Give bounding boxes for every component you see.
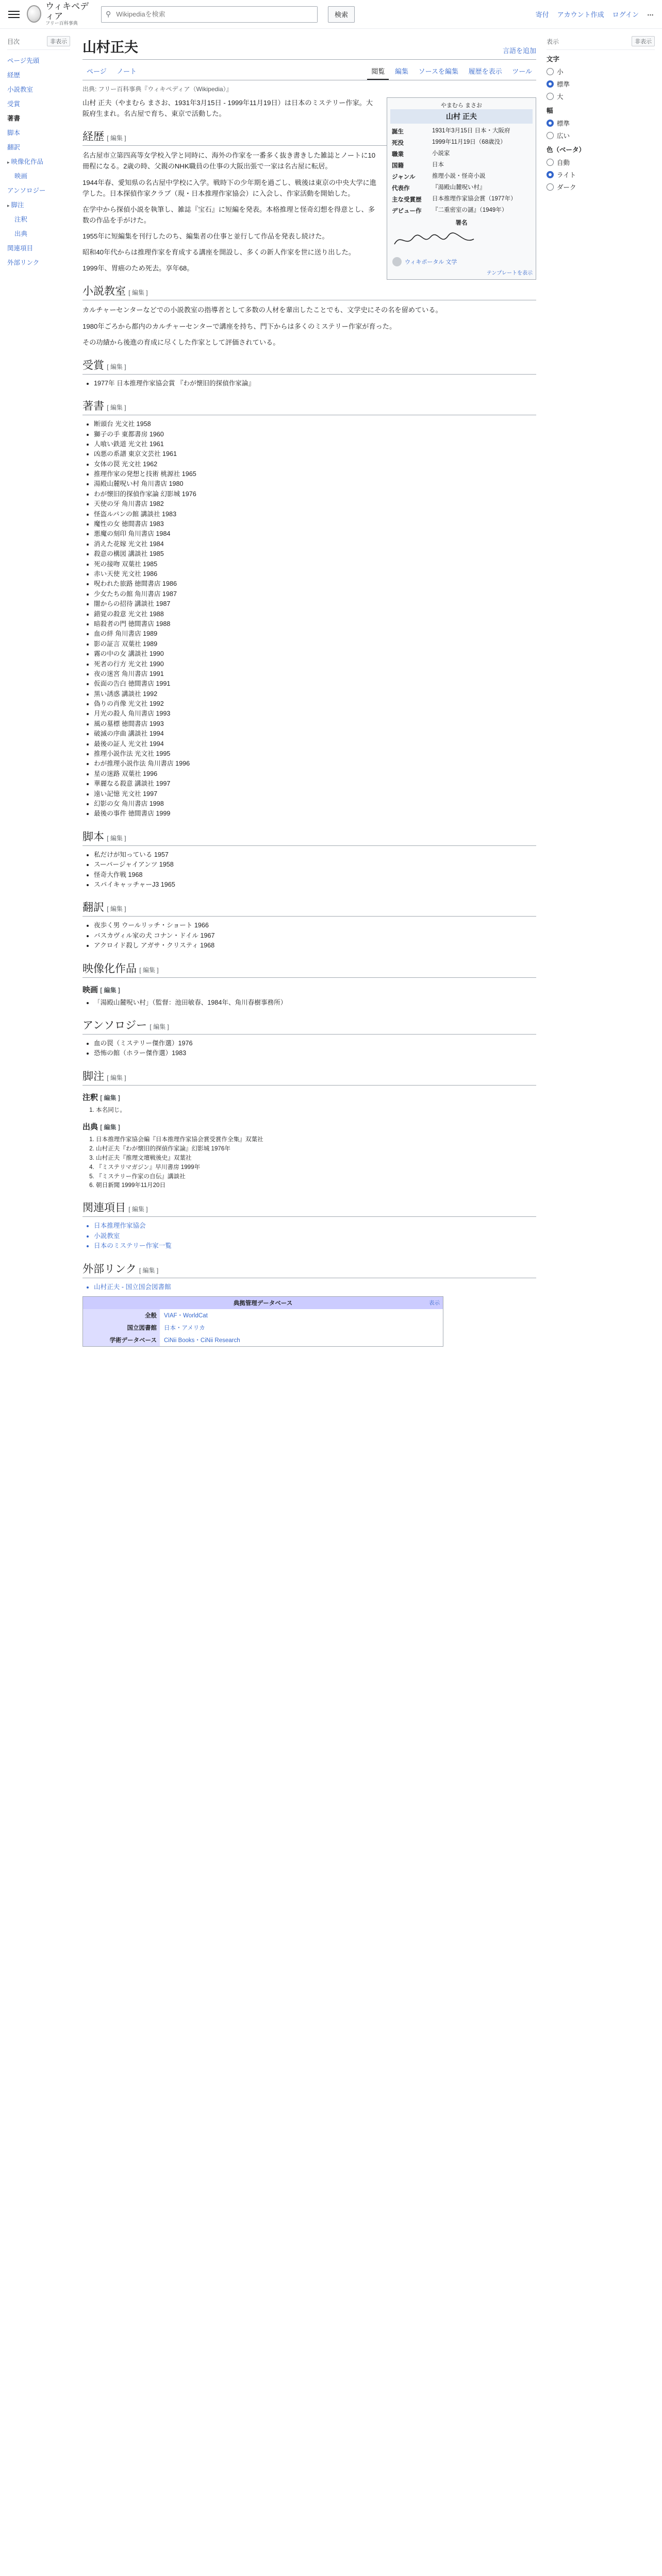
toc-item-label[interactable]: 著書 xyxy=(7,115,21,122)
translations-list xyxy=(82,921,536,951)
list-item: 3. 山村正夫『推理文壇戦後史』双葉社 xyxy=(96,1154,536,1163)
list-item[interactable]: • 山村正夫 - 国立国会図書館 xyxy=(94,1282,536,1292)
edit-link[interactable]: [ 編集 ] xyxy=(107,834,126,842)
toc-heading: 目次 xyxy=(7,38,20,45)
site-tagline: フリー百科事典 xyxy=(45,21,78,26)
list-item: • 黒い誘惑 講談社 1992 xyxy=(94,689,536,699)
expand-caret-icon[interactable]: ▸ xyxy=(7,160,10,165)
list-item: 5. 『ミステリー作家の自伝』講談社 xyxy=(96,1172,536,1181)
width-option[interactable] xyxy=(547,129,655,142)
infobox-label: 死没 xyxy=(392,140,404,146)
appearance-heading: 表示 xyxy=(547,38,559,45)
section-anthologies-title: アンソロジー xyxy=(82,1019,147,1031)
page-tabs xyxy=(82,63,536,80)
text-size-label: 文字 xyxy=(547,56,560,63)
infobox-label: ジャンル xyxy=(392,174,416,180)
list-item: • 悪魔の刻印 角川書店 1984 xyxy=(94,529,536,539)
radio-button-icon[interactable] xyxy=(547,159,554,166)
list-item: • 私だけが知っている 1957 xyxy=(94,850,536,860)
list-item[interactable]: • 小説教室 xyxy=(94,1231,536,1241)
infobox-value: 小説家 xyxy=(432,150,450,157)
user-links xyxy=(536,9,654,19)
tab-edit-source[interactable]: ソースを編集 xyxy=(418,67,458,75)
tab-read[interactable]: 閲覧 xyxy=(367,63,389,80)
toc-item-label[interactable]: ページ先頭 xyxy=(7,57,40,64)
list-item: • 人喰い鉄道 光文社 1961 xyxy=(94,439,536,449)
list-item: • 呪われた旅路 徳間書店 1986 xyxy=(94,579,536,589)
toc-item-label[interactable]: アンソロジー xyxy=(7,187,46,194)
section-adaptations-heading xyxy=(82,960,536,978)
infobox-label: 国籍 xyxy=(392,163,404,169)
search-button[interactable]: 検索 xyxy=(328,6,355,23)
tab-tools[interactable]: ツール xyxy=(512,67,532,75)
radio-button-icon[interactable] xyxy=(547,183,554,191)
color-option-label: ライト xyxy=(557,172,576,179)
list-item: 1. 本名同じ。 xyxy=(96,1106,536,1115)
radio-button-icon[interactable] xyxy=(547,132,554,139)
infobox-value: 日本 xyxy=(432,162,444,168)
navbox-row xyxy=(83,1309,443,1321)
toc-item[interactable] xyxy=(7,226,70,241)
section-translations-heading xyxy=(82,899,536,917)
section-anthologies-heading xyxy=(82,1017,536,1035)
edit-link[interactable]: [ 編集 ] xyxy=(128,1206,148,1213)
section-awards-title: 受賞 xyxy=(82,359,104,371)
toc-item[interactable] xyxy=(7,168,70,183)
infobox-value: 『二重密室の謎』（1949年） xyxy=(432,207,508,213)
body-paragraph: 1980年ごろから都内のカルチャーセンターで講座を持ち、門下からは多くのミステリー作家が育った。 xyxy=(82,322,396,330)
navbox-row-head: 学術データベース xyxy=(83,1334,160,1346)
list-item: • 1977年 日本推理作家協会賞 『わが懐旧的探偵作家論』 xyxy=(94,379,536,388)
toc-item[interactable] xyxy=(7,212,70,226)
infobox-kana: やまむら まさお xyxy=(440,103,483,109)
signature-heading: 署名 xyxy=(455,220,468,226)
color-option[interactable] xyxy=(547,168,655,181)
section-notes-title: 脚注 xyxy=(82,1070,104,1082)
toc-item-label[interactable]: 受賞 xyxy=(7,100,21,108)
section-books-heading xyxy=(82,398,536,415)
list-item: • 闇からの招待 講談社 1987 xyxy=(94,599,536,609)
infobox-value: 推理小説・怪奇小説 xyxy=(432,173,486,179)
list-item: • バスカヴィル家の犬 コナン・ドイル 1967 xyxy=(94,931,536,941)
edit-link[interactable]: [ 編集 ] xyxy=(107,404,126,412)
toc-list xyxy=(7,53,70,269)
section-related-heading xyxy=(82,1199,536,1217)
infobox-label: 代表作 xyxy=(392,185,410,192)
school-body xyxy=(82,304,536,347)
anthologies-list xyxy=(82,1039,536,1059)
donate-link[interactable]: 寄付 xyxy=(535,11,549,19)
section-notes-sub-heading xyxy=(82,1092,536,1103)
list-item: • 恐怖の館（ホラー傑作選）1983 xyxy=(94,1048,536,1058)
infobox xyxy=(387,97,536,280)
width-label: 幅 xyxy=(547,107,553,114)
edit-link[interactable]: [ 編集 ] xyxy=(128,289,148,297)
edit-link[interactable]: [ 編集 ] xyxy=(107,1074,126,1081)
site-logo[interactable] xyxy=(27,2,94,26)
infobox-value: 1931年3月15日 日本・大阪府 xyxy=(432,128,510,134)
navbox-row-links[interactable]: 日本・アメリカ xyxy=(160,1321,443,1334)
list-item: • 少女たちの館 角川書店 1987 xyxy=(94,589,536,599)
list-item: • 断頭台 光文社 1958 xyxy=(94,419,536,429)
toc-item-label[interactable]: 外部リンク xyxy=(7,259,40,266)
section-related-title: 関連項目 xyxy=(82,1201,126,1214)
related-list xyxy=(82,1221,536,1251)
list-item: • 影の証言 双葉社 1989 xyxy=(94,639,536,649)
toc-item[interactable] xyxy=(7,154,70,168)
list-item: • 夜歩く男 ウールリッチ・ショート 1966 xyxy=(94,921,536,930)
list-item: • 仮面の告白 徳間書店 1991 xyxy=(94,679,536,689)
wikipedia-globe-icon xyxy=(27,5,41,23)
list-item: • 獅子の手 東都書房 1960 xyxy=(94,430,536,439)
awards-list xyxy=(82,379,536,388)
list-item: • 湯殿山麓呪い村 角川書店 1980 xyxy=(94,479,536,489)
navbox-toggle[interactable]: 表示 xyxy=(429,1300,440,1307)
body-paragraph: 1999年、胃癌のため死去。享年68。 xyxy=(82,264,194,273)
toc-item-label[interactable]: 注釈 xyxy=(14,216,28,223)
edit-link[interactable]: [ 編集 ] xyxy=(107,134,126,142)
search-box xyxy=(101,6,318,23)
toc-item[interactable] xyxy=(7,125,70,140)
section-sources-title: 出典 xyxy=(82,1122,98,1131)
toc-item-label[interactable]: 映画 xyxy=(14,173,28,180)
navbox-row xyxy=(83,1321,443,1334)
list-item: • 破滅の序曲 講談社 1994 xyxy=(94,729,536,739)
section-films-title: 映画 xyxy=(82,985,98,994)
list-item: • 血の絆 角川書店 1989 xyxy=(94,629,536,639)
list-item: • 凶悪の系譜 東京文芸社 1961 xyxy=(94,449,536,459)
list-item: • 霧の中の女 講談社 1990 xyxy=(94,649,536,659)
template-link[interactable]: テンプレートを表示 xyxy=(486,270,533,276)
main-menu-icon[interactable] xyxy=(8,11,20,18)
authority-control-navbox xyxy=(82,1296,443,1347)
section-notes-sub-title: 注釈 xyxy=(82,1093,98,1102)
section-external-heading xyxy=(82,1261,536,1278)
edit-link[interactable]: [ 編集 ] xyxy=(107,363,126,370)
infobox-row xyxy=(390,171,533,182)
intro-paragraph: 山村 正夫（やまむら まさお、1931年3月15日 - 1999年11月19日）は日本のミステリー作家。大阪府生まれ。名古屋で育ち、東京で活動した。 xyxy=(82,99,373,118)
section-books-title: 著書 xyxy=(82,400,104,413)
site-sub-tagline: 出典: フリー百科事典『ウィキペディア（Wikipedia）』 xyxy=(82,86,233,93)
list-item: • 月光の殺人 角川書店 1993 xyxy=(94,709,536,719)
navbox-row-head: 国立図書館 xyxy=(83,1321,160,1334)
site-title: ウィキペディア xyxy=(45,1,89,21)
section-awards-heading xyxy=(82,357,536,375)
section-sources-heading xyxy=(82,1121,536,1132)
infobox-row xyxy=(390,205,533,216)
list-item: • 夜の迷宮 角川書店 1991 xyxy=(94,669,536,679)
toc-item-label[interactable]: 経歴 xyxy=(7,72,21,79)
width-option[interactable] xyxy=(547,117,655,129)
tab-history[interactable]: 履歴を表示 xyxy=(468,67,502,75)
infobox-row xyxy=(390,182,533,194)
body-paragraph: 名古屋市立第四高等女学校入学と同時に、海外の作家を一番多く抜き書きした雑誌とノートに10冊程になる。2歳の時、父親のNHK職員の仕事の大阪出張で一家は名古屋に転居。 xyxy=(82,151,376,171)
navbox-row-links[interactable]: VIAF・WorldCat xyxy=(160,1309,443,1321)
list-item: • 華麗なる殺意 講談社 1997 xyxy=(94,779,536,789)
radio-button-icon[interactable] xyxy=(547,68,554,75)
navbox-row-head: 全般 xyxy=(83,1309,160,1321)
list-item[interactable]: • 日本推理作家協会 xyxy=(94,1221,536,1231)
toc-item-label[interactable]: 関連項目 xyxy=(7,245,34,252)
infobox-row xyxy=(390,137,533,148)
list-item: • 偽りの肖像 光文社 1992 xyxy=(94,699,536,709)
list-item: • 死の接吻 双葉社 1985 xyxy=(94,560,536,569)
infobox-label: 誕生 xyxy=(392,129,404,135)
add-languages-button[interactable]: 言語を追加 xyxy=(502,47,536,55)
tab-article[interactable]: ページ xyxy=(87,67,107,75)
toc-item[interactable] xyxy=(7,197,70,212)
list-item: 2. 山村正夫『わが懐旧的探偵作家論』幻影城 1976年 xyxy=(96,1144,536,1154)
section-films-heading xyxy=(82,984,536,995)
section-scripts-heading xyxy=(82,828,536,846)
section-school-heading xyxy=(82,283,536,300)
text-size-option-label: 標準 xyxy=(557,81,570,88)
toc-item[interactable] xyxy=(7,82,70,96)
list-item: • わが推理小説作法 角川書店 1996 xyxy=(94,759,536,769)
navbox-row xyxy=(83,1334,443,1346)
list-item: • 消えた花嫁 光文社 1984 xyxy=(94,539,536,549)
color-option[interactable] xyxy=(547,181,655,193)
books-list xyxy=(82,419,536,819)
body-paragraph: その功績から後進の育成に尽くした作家として評価されている。 xyxy=(82,338,280,346)
text-size-option[interactable] xyxy=(547,78,655,90)
list-item: • 「湯殿山麓呪い村」（監督：池田敏春、1984年、角川春樹事務所） xyxy=(94,998,536,1008)
appearance-hide-button[interactable]: 非表示 xyxy=(632,36,655,46)
text-size-option[interactable] xyxy=(547,65,655,78)
radio-button-icon[interactable] xyxy=(547,80,554,88)
toc-item-label[interactable]: 翻訳 xyxy=(7,144,21,151)
site-header xyxy=(0,0,662,29)
section-school-title: 小説教室 xyxy=(82,285,126,298)
list-item: • 星の迷路 双葉社 1996 xyxy=(94,769,536,779)
toc-hide-button[interactable]: 非表示 xyxy=(47,36,70,46)
edit-link[interactable]: [ 編集 ] xyxy=(139,966,159,974)
edit-link[interactable]: [ 編集 ] xyxy=(100,986,120,994)
section-scripts-title: 脚本 xyxy=(82,830,104,843)
list-item: • 女体の罠 光文社 1962 xyxy=(94,460,536,469)
sources-list xyxy=(82,1135,536,1191)
text-size-option[interactable] xyxy=(547,90,655,103)
text-size-option-label: 大 xyxy=(557,93,564,100)
list-item: • 怪盗ルパンの館 講談社 1983 xyxy=(94,510,536,519)
body-paragraph: 1944年春、愛知県の名古屋中学校に入学。戦時下の少年期を過ごし、戦後は東京の中央大学に進学した。日本探偵作家クラブ（現・日本推理作家協会）に入会し、作家活動を開始した。 xyxy=(82,178,377,197)
tab-talk[interactable]: ノート xyxy=(117,67,137,75)
create-account-link[interactable]: アカウント作成 xyxy=(557,11,604,19)
section-adaptations-title: 映像化作品 xyxy=(82,962,137,975)
toc-item[interactable] xyxy=(7,111,70,125)
infobox-label: 主な受賞歴 xyxy=(392,197,422,203)
list-item: • 推理小説作法 光文社 1995 xyxy=(94,749,536,759)
table-of-contents xyxy=(0,36,77,269)
list-item: • 怪奇大作戦 1968 xyxy=(94,870,536,880)
list-item: • 風の墓標 徳間書店 1993 xyxy=(94,719,536,729)
infobox-label: 職業 xyxy=(392,151,404,158)
list-item: 6. 朝日新聞 1999年11月20日 xyxy=(96,1181,536,1190)
list-item: • スーパージャイアンツ 1958 xyxy=(94,860,536,870)
list-item: • 暗殺者の門 徳間書店 1988 xyxy=(94,619,536,629)
width-option-label: 広い xyxy=(557,132,570,140)
toc-item[interactable] xyxy=(7,96,70,111)
list-item: • 血の罠（ミステリー傑作選）1976 xyxy=(94,1039,536,1048)
section-notes-heading xyxy=(82,1068,536,1086)
infobox-value: 1999年11月19日（68歳没） xyxy=(432,139,506,145)
edit-link[interactable]: [ 編集 ] xyxy=(107,905,126,913)
toc-item-label[interactable]: 映像化作品 xyxy=(11,158,44,165)
infobox-row xyxy=(390,194,533,205)
toc-item[interactable] xyxy=(7,53,70,67)
radio-button-icon[interactable] xyxy=(547,171,554,178)
list-item: • 赤い天使 光文社 1986 xyxy=(94,569,536,579)
toc-item[interactable] xyxy=(7,183,70,197)
color-option-label: ダーク xyxy=(557,184,576,191)
color-option-label: 自動 xyxy=(557,159,570,166)
scripts-list xyxy=(82,850,536,890)
page-title: 山村正夫 xyxy=(82,40,138,55)
infobox-row xyxy=(390,160,533,171)
section-translations-title: 翻訳 xyxy=(82,901,104,914)
list-item: 1. 日本推理作家協会編『日本推理作家協会賞受賞作全集』双葉社 xyxy=(96,1135,536,1144)
width-option-label: 標準 xyxy=(557,120,570,127)
list-item: • 殺意の構図 講談社 1985 xyxy=(94,549,536,559)
toc-item[interactable] xyxy=(7,140,70,154)
notes-list xyxy=(82,1106,536,1115)
signature-image xyxy=(390,230,478,250)
body-paragraph: 昭和40年代からは推理作家を育成する講座を開設し、多くの新人作家を世に送り出した。 xyxy=(82,248,355,257)
infobox-row xyxy=(390,126,533,137)
search-icon: ⚲ xyxy=(106,10,111,18)
toc-item-label[interactable]: 出典 xyxy=(14,230,28,238)
portal-text[interactable]: ウィキポータル 文学 xyxy=(405,259,457,265)
login-link[interactable]: ログイン xyxy=(612,11,639,19)
infobox-value: 『湯殿山麓呪い村』 xyxy=(432,184,486,191)
external-list xyxy=(82,1282,536,1292)
body-paragraph: カルチャーセンターなどでの小説教室の指導者として多数の人材を輩出したことでも、文学史にその名を留めている。 xyxy=(82,306,442,314)
portal-icon xyxy=(392,257,402,266)
color-option[interactable] xyxy=(547,156,655,168)
list-item: • 最後の証人 光文社 1994 xyxy=(94,739,536,749)
toc-item[interactable] xyxy=(7,255,70,269)
search-input[interactable] xyxy=(115,7,317,22)
body-paragraph: 在学中から探偵小説を執筆し、雑誌『宝石』に短編を発表。本格推理と怪奇幻想を得意とし、多数の作品を手がけた。 xyxy=(82,205,375,224)
list-item[interactable]: • 日本のミステリー作家一覧 xyxy=(94,1241,536,1251)
list-item: • 幻影の女 角川書店 1998 xyxy=(94,799,536,809)
radio-button-icon[interactable] xyxy=(547,120,554,127)
body-paragraph: 1955年に短編集を刊行したのち、編集者の仕事と並行して作品を発表し続けた。 xyxy=(82,232,329,240)
more-options-icon[interactable]: … xyxy=(647,9,654,17)
navbox-row-links[interactable]: CiNii Books・CiNii Research xyxy=(160,1334,443,1346)
main-content xyxy=(82,36,536,1347)
toc-item[interactable] xyxy=(7,241,70,255)
toc-item-label[interactable]: 脚本 xyxy=(7,129,21,137)
list-item: • 遠い記憶 光文社 1997 xyxy=(94,789,536,799)
list-item: • 魔性の女 徳間書店 1983 xyxy=(94,519,536,529)
list-item: • 最後の事件 徳間書店 1999 xyxy=(94,809,536,819)
films-list xyxy=(82,998,536,1008)
appearance-panel xyxy=(547,36,655,202)
list-item: • スパイキャッチャーJ3 1965 xyxy=(94,880,536,890)
toc-item-label[interactable]: 小説教室 xyxy=(7,86,34,93)
tab-edit[interactable]: 編集 xyxy=(394,67,408,75)
infobox-row xyxy=(390,148,533,160)
navbox-title: 典拠管理データベース xyxy=(233,1300,293,1307)
list-item: 4. 『ミステリマガジン』早川書房 1999年 xyxy=(96,1163,536,1172)
infobox-label: デビュー作 xyxy=(392,208,422,214)
list-item: • 天使の牙 角川書店 1982 xyxy=(94,499,536,509)
edit-link[interactable]: [ 編集 ] xyxy=(100,1123,120,1131)
edit-link[interactable]: [ 編集 ] xyxy=(100,1094,120,1101)
portal-link[interactable] xyxy=(390,255,533,268)
toc-item-label[interactable]: 脚注 xyxy=(11,201,24,209)
edit-link[interactable]: [ 編集 ] xyxy=(139,1266,159,1274)
edit-link[interactable]: [ 編集 ] xyxy=(150,1023,169,1030)
list-item: • 死者の行方 光文社 1990 xyxy=(94,659,536,669)
text-size-option-label: 小 xyxy=(557,69,564,76)
toc-item[interactable] xyxy=(7,67,70,82)
section-career-title: 経歴 xyxy=(82,130,104,143)
expand-caret-icon[interactable]: ▸ xyxy=(7,203,10,208)
section-external-title: 外部リンク xyxy=(82,1262,137,1275)
infobox-name: 山村 正夫 xyxy=(390,109,533,124)
infobox-value: 日本推理作家協会賞（1977年） xyxy=(432,196,517,202)
list-item: • 推理作家の発想と技術 桃源社 1965 xyxy=(94,469,536,479)
radio-button-icon[interactable] xyxy=(547,93,554,100)
color-label: 色（ベータ） xyxy=(547,146,586,154)
list-item: • わが懐旧的探偵作家論 幻影城 1976 xyxy=(94,489,536,499)
list-item: • 錯覚の殺意 光文社 1988 xyxy=(94,609,536,619)
list-item: • アクロイド殺し アガサ・クリスティ 1968 xyxy=(94,941,536,951)
